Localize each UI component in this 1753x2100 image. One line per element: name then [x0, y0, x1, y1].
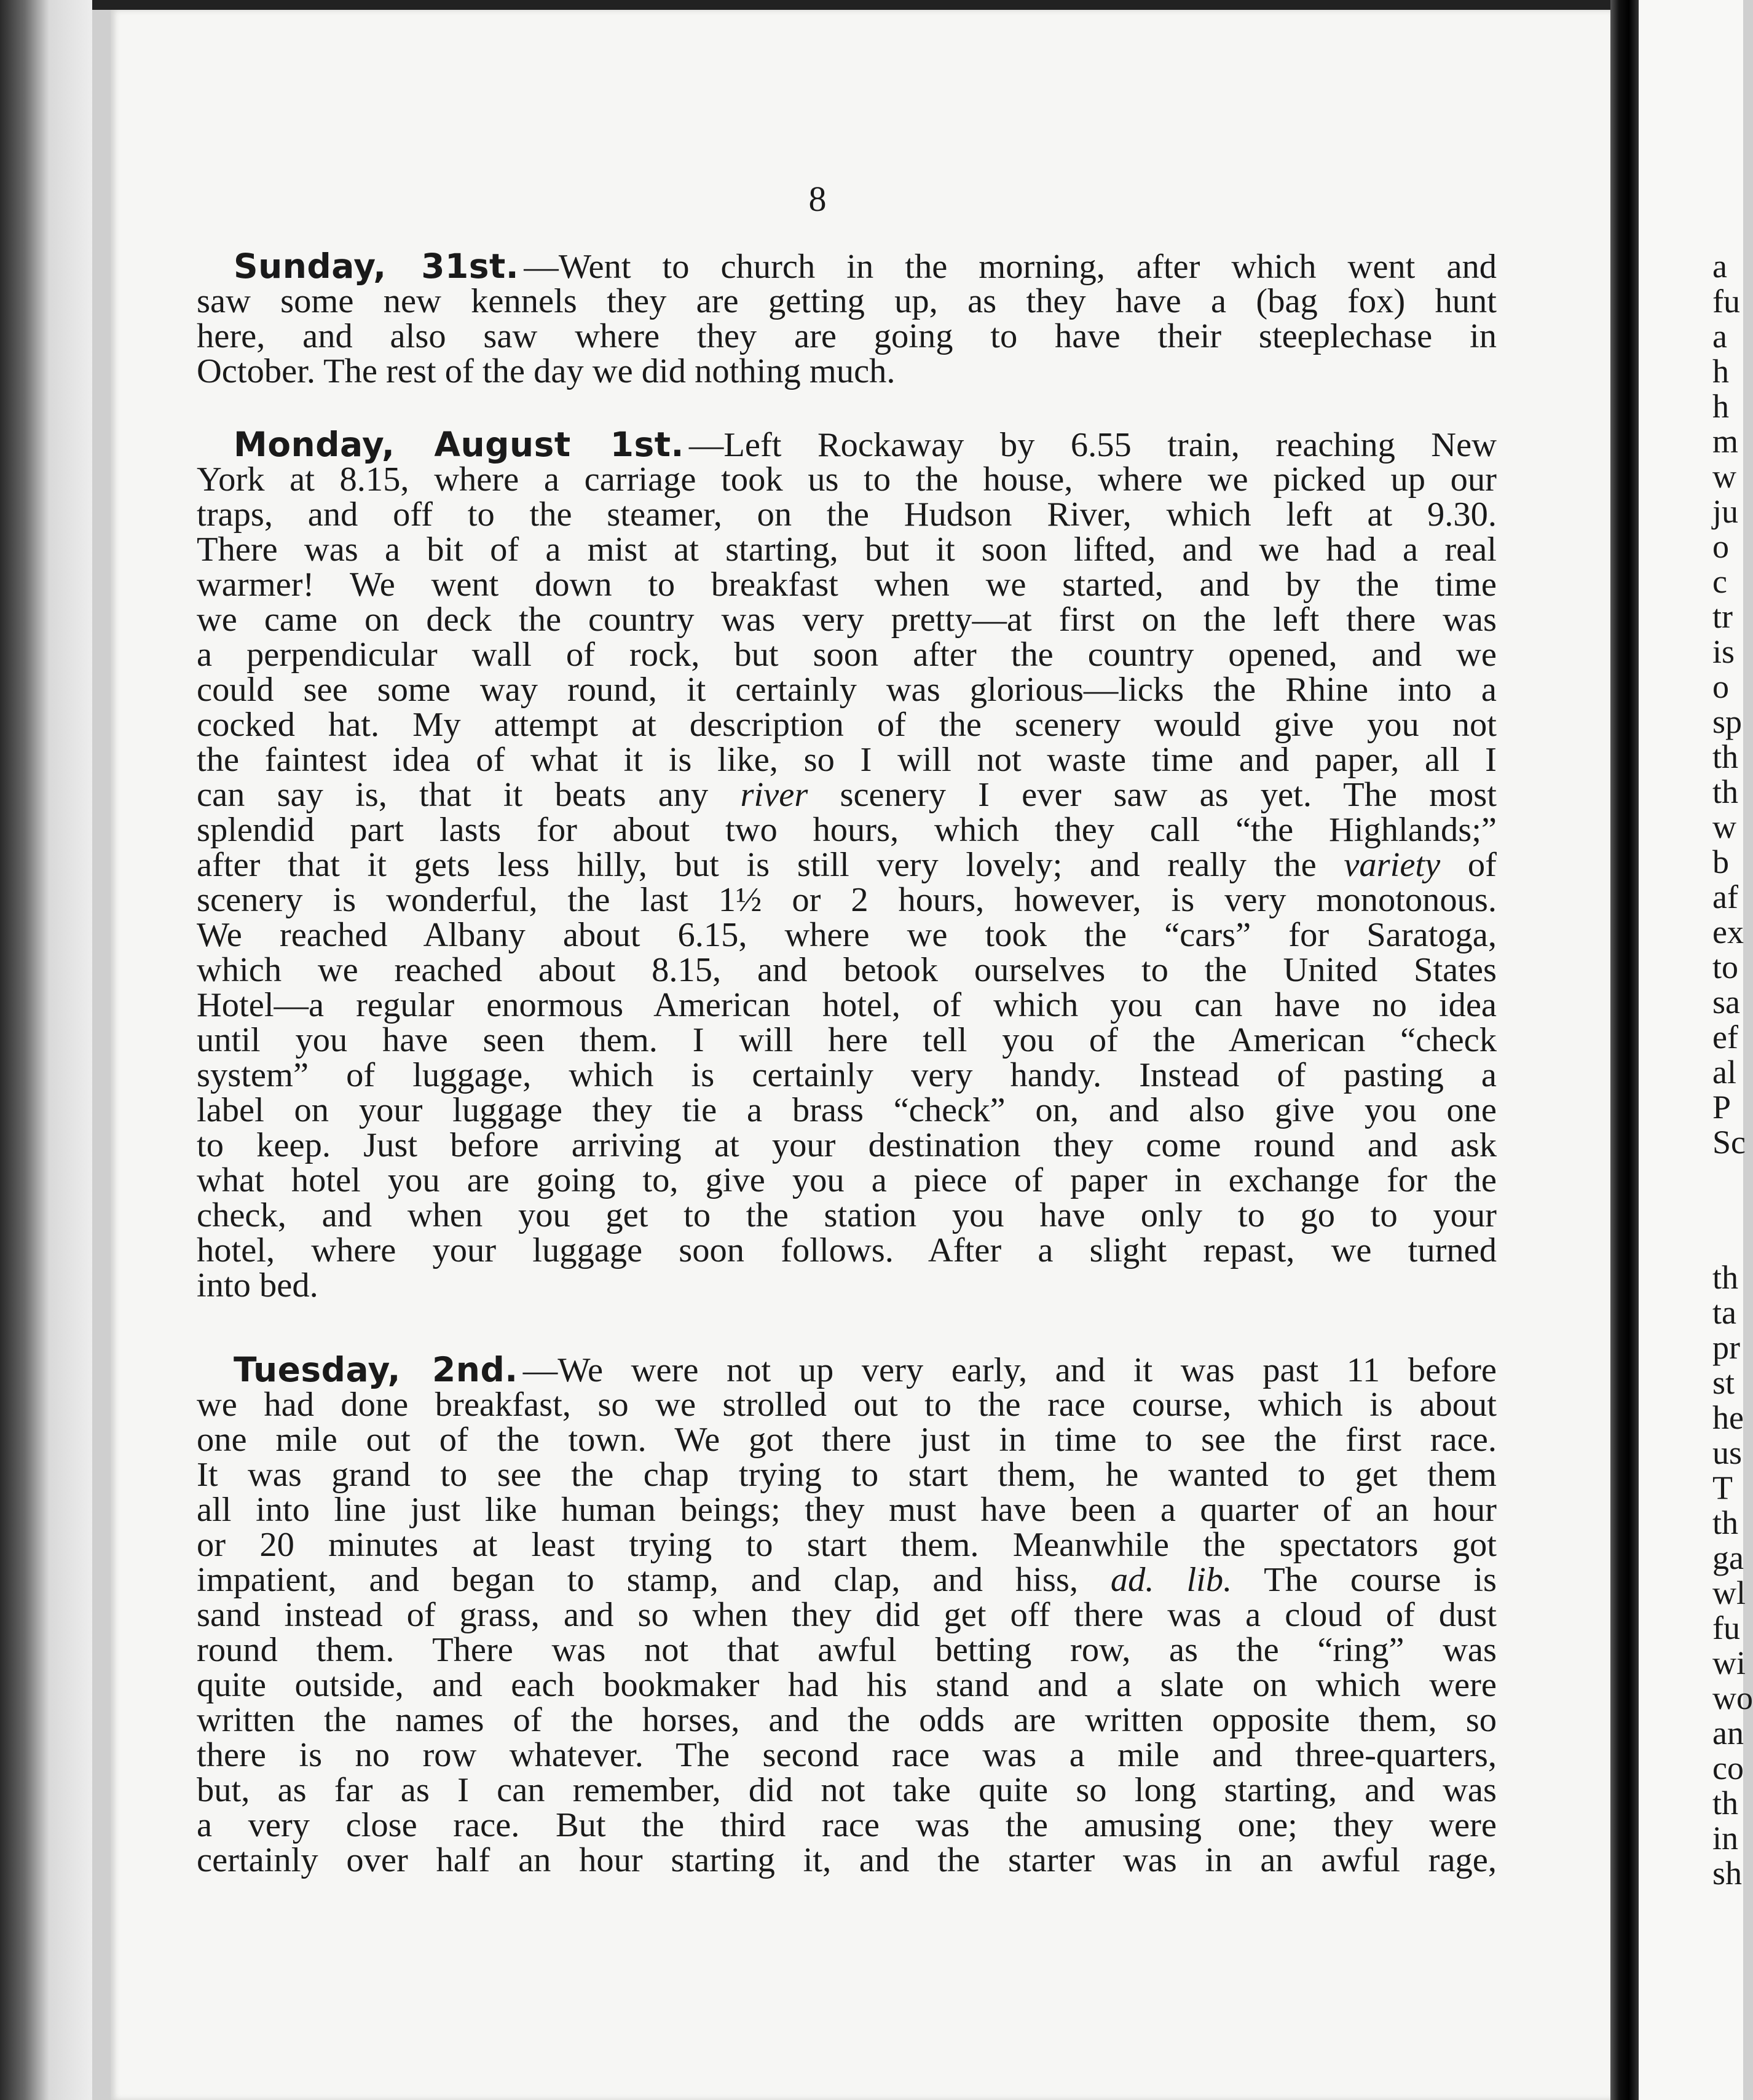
next-page-fragment: wi: [1712, 1644, 1746, 1681]
entry-line: the faintest idea of what it is like, so I will not waste time and paper, all I: [197, 741, 1497, 779]
entry-line: warmer! We went down to breakfast when we started, and by the time: [197, 566, 1497, 604]
entry-line: which we reached about 8.15, and betook ourselves to the United States: [197, 951, 1497, 989]
next-page-edge: [1639, 0, 1753, 2100]
next-page-fragment: is: [1712, 633, 1735, 670]
entry-line: until you have seen them. I will here tell you of the American “check: [197, 1021, 1497, 1059]
next-page-fragment: h: [1712, 388, 1729, 425]
next-page-fragment: wo: [1712, 1680, 1753, 1716]
entry-line: a very close race. But the third race was the amusing one; they were: [197, 1806, 1497, 1844]
next-page-fragment: w: [1712, 458, 1736, 495]
entry-line: we came on deck the country was very pretty—at first on the left there was: [197, 601, 1497, 639]
next-page-fragment: w: [1712, 808, 1736, 845]
next-page-fragment: co: [1712, 1750, 1744, 1786]
entry-text: after that it gets less hilly, but is still very lovely; and really the: [197, 846, 1344, 884]
next-page-fragment: a: [1712, 248, 1727, 285]
diary-entry-sunday: [197, 249, 1497, 389]
entry-line: there is no row whatever. The second race was a mile and three-quarters,: [197, 1736, 1497, 1774]
entry-heading: Tuesday, 2nd.: [234, 1350, 518, 1389]
next-page-fragment: T: [1712, 1469, 1733, 1506]
entry-line: could see some way round, it certainly was glorious—licks the Rhine into a: [197, 671, 1497, 709]
entry-line: into bed.: [197, 1266, 318, 1305]
next-page-fragment: o: [1712, 668, 1729, 705]
next-page-fragment: in: [1712, 1820, 1739, 1857]
entry-line: [197, 778, 1497, 813]
entry-line: sand instead of grass, and so when they did get off there was a cloud of dust: [197, 1596, 1497, 1634]
entry-text: of: [1440, 846, 1497, 884]
entry-line: check, and when you get to the station you have only to go to your: [197, 1196, 1497, 1234]
entry-line: traps, and off to the steamer, on the Hudson River, which left at 9.30.: [197, 495, 1497, 534]
italic-word: ad. lib.: [1110, 1561, 1232, 1599]
entry-line: certainly over half an hour starting it, and the starter was in an awful rage,: [197, 1841, 1497, 1879]
scan-left-edge: [0, 0, 92, 2100]
next-page-fragment: th: [1712, 1785, 1739, 1822]
entry-line: but, as far as I can remember, did not take quite so long starting, and was: [197, 1771, 1497, 1809]
entry-line: one mile out of the town. We got there just in time to see the first race.: [197, 1421, 1497, 1459]
entry-line: we had done breakfast, so we strolled out to the race course, which is about: [197, 1386, 1497, 1424]
diary-entry-tuesday: [197, 1352, 1497, 1878]
entry-line: or 20 minutes at least trying to start them. Meanwhile the spectators got: [197, 1526, 1497, 1564]
next-page-fragment: Sc: [1712, 1124, 1746, 1161]
scan-top-edge: [0, 0, 1743, 10]
entry-line: written the names of the horses, and the odds are written opposite them, so: [197, 1701, 1497, 1739]
next-page-fragment: sp: [1712, 703, 1743, 740]
entry-text: —Went to church in the morning, after which went and: [524, 248, 1497, 286]
next-page-fragment: a: [1712, 318, 1727, 355]
entry-text: can say is, that it beats any: [197, 776, 741, 814]
italic-word: river: [740, 776, 808, 814]
next-page-fragment: m: [1712, 423, 1739, 460]
next-page-fragment: tr: [1712, 598, 1733, 635]
next-page-fragment: ef: [1712, 1019, 1738, 1056]
entry-text: —We were not up very early, and it was past 11 before: [522, 1351, 1497, 1389]
next-page-fragment: fu: [1712, 283, 1740, 320]
entry-line: here, and also saw where they are going to have their steeplechase in: [197, 317, 1497, 355]
entry-line: label on your luggage they tie a brass “check” on, and also give you one: [197, 1091, 1497, 1129]
next-page-fragment: fu: [1712, 1609, 1740, 1646]
next-page-fragment: st: [1712, 1364, 1735, 1401]
next-page-fragment: th: [1712, 1504, 1739, 1541]
entry-line: October. The rest of the day we did nothing much.: [197, 352, 896, 390]
next-page-fragment: ga: [1712, 1539, 1744, 1576]
entry-line: It was grand to see the chap trying to start them, he wanted to get them: [197, 1456, 1497, 1494]
next-page-fragment: P: [1712, 1089, 1731, 1126]
entry-line: There was a bit of a mist at starting, but it soon lifted, and we had a real: [197, 531, 1497, 569]
entry-line: We reached Albany about 6.15, where we took the “cars” for Saratoga,: [197, 916, 1497, 954]
diary-entry-monday: [197, 427, 1497, 1303]
entry-line: round them. There was not that awful betting row, as the “ring” was: [197, 1631, 1497, 1669]
next-page-fragment: us: [1712, 1434, 1743, 1471]
entry-line: splendid part lasts for about two hours, which they call “the Highlands;”: [197, 811, 1497, 849]
next-page-fragment: th: [1712, 738, 1739, 775]
next-page-fragment: pr: [1712, 1329, 1740, 1366]
entry-line: [197, 1563, 1497, 1598]
next-page-fragment: o: [1712, 528, 1729, 565]
entry-line: what hotel you are going to, give you a piece of paper in exchange for the: [197, 1161, 1497, 1199]
next-page-fragment: wl: [1712, 1574, 1746, 1611]
entry-line: system” of luggage, which is certainly very handy. Instead of pasting a: [197, 1056, 1497, 1094]
next-page-fragment: h: [1712, 353, 1729, 390]
next-page-fragment: to: [1712, 949, 1739, 985]
entry-text: —Left Rockaway by 6.55 train, reaching New: [688, 426, 1497, 464]
next-page-fragment: b: [1712, 843, 1729, 880]
entry-line: [197, 848, 1497, 883]
entry-line: to keep. Just before arriving at your destination they come round and ask: [197, 1126, 1497, 1164]
entry-text: The course is: [1232, 1561, 1497, 1599]
next-page-fragment: sa: [1712, 984, 1740, 1020]
next-page-fragment: he: [1712, 1399, 1744, 1436]
entry-line: [197, 249, 1497, 284]
entry-line: hotel, where your luggage soon follows. After a slight repast, we turned: [197, 1231, 1497, 1269]
next-page-fragment: c: [1712, 563, 1727, 600]
entry-text: impatient, and began to stamp, and clap, and hiss,: [197, 1561, 1111, 1599]
next-page-fragment: an: [1712, 1715, 1744, 1751]
next-page-fragment: th: [1712, 1259, 1739, 1296]
entry-line: saw some new kennels they are getting up, as they have a (bag fox) hunt: [197, 282, 1497, 320]
entry-line: scenery is wonderful, the last 1½ or 2 hours, however, is very monotonous.: [197, 881, 1497, 919]
page-number: 8: [808, 179, 827, 219]
entry-heading: Sunday, 31st.: [234, 247, 519, 286]
next-page-fragment: al: [1712, 1054, 1736, 1091]
entry-heading: Monday, August 1st.: [234, 425, 684, 464]
next-page-fragment: ju: [1712, 493, 1739, 530]
book-spine: [1610, 0, 1639, 2100]
next-page-fragment: ex: [1712, 914, 1744, 950]
entry-line: [197, 1352, 1497, 1388]
entry-line: a perpendicular wall of rock, but soon after the country opened, and we: [197, 636, 1497, 674]
entry-line: cocked hat. My attempt at description of the scenery would give you not: [197, 706, 1497, 744]
entry-text: scenery I ever saw as yet. The most: [808, 776, 1497, 814]
next-page-fragment: sh: [1712, 1855, 1743, 1892]
entry-line: Hotel—a regular enormous American hotel, of which you can have no idea: [197, 986, 1497, 1024]
entry-line: quite outside, and each bookmaker had his stand and a slate on which were: [197, 1666, 1497, 1704]
next-page-fragment: af: [1712, 878, 1738, 915]
italic-word: variety: [1344, 846, 1441, 884]
entry-line: [197, 427, 1497, 462]
entry-line: all into line just like human beings; they must have been a quarter of an hour: [197, 1491, 1497, 1529]
next-page-fragment: ta: [1712, 1294, 1736, 1331]
entry-line: York at 8.15, where a carriage took us to the house, where we picked up our: [197, 460, 1497, 499]
next-page-fragment: th: [1712, 773, 1739, 810]
